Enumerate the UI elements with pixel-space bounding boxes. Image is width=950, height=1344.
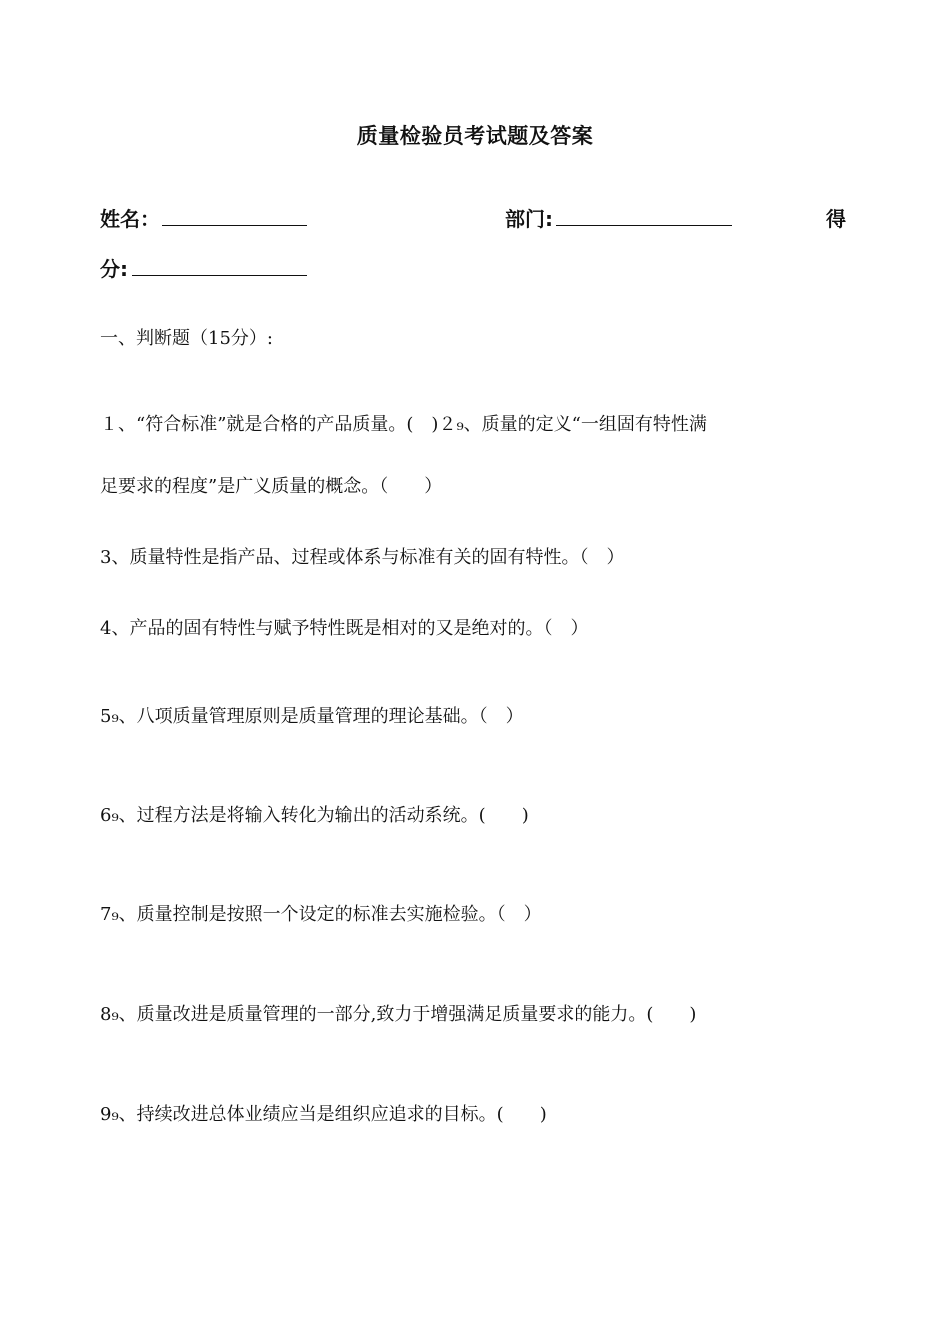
info-row bbox=[100, 203, 850, 233]
name-blank-line[interactable] bbox=[162, 225, 307, 226]
score-row bbox=[100, 253, 850, 283]
question-1-2: １、“符合标准”就是合格的产品质量。( )２₉、质量的定义“一组固有特性满 bbox=[100, 414, 707, 435]
question-5: 5₉、八项质量管理原则是质量管理的理论基础。（ ） bbox=[100, 706, 524, 727]
department-blank-line[interactable] bbox=[556, 225, 732, 226]
question-9: 9₉、持续改进总体业绩应当是组织应追求的目标。( ) bbox=[100, 1104, 547, 1125]
document-title: 质量检验员考试题及答案 bbox=[356, 124, 594, 148]
score-blank-line[interactable] bbox=[132, 275, 307, 276]
question-7: 7₉、质量控制是按照一个设定的标准去实施检验。（ ） bbox=[100, 904, 542, 925]
question-6: 6₉、过程方法是将输入转化为输出的活动系统。( ) bbox=[100, 805, 529, 826]
section-heading-true-false: 一、判断题（15分）: bbox=[100, 328, 273, 349]
department-label: 部门: bbox=[505, 207, 553, 231]
question-8: 8₉、质量改进是质量管理的一部分,致力于增强满足质量要求的能力。( ) bbox=[100, 1004, 697, 1025]
name-label: 姓名： bbox=[100, 207, 160, 231]
score-label-part2: 分: bbox=[100, 257, 128, 281]
question-2-continued: 足要求的程度”是广义质量的概念。（ ） bbox=[100, 476, 443, 497]
question-3: 3、质量特性是指产品、过程或体系与标准有关的固有特性。（ ） bbox=[100, 547, 625, 568]
question-4: 4、产品的固有特性与赋予特性既是相对的又是绝对的。（ ） bbox=[100, 618, 589, 639]
score-label-part1: 得 bbox=[826, 207, 846, 231]
